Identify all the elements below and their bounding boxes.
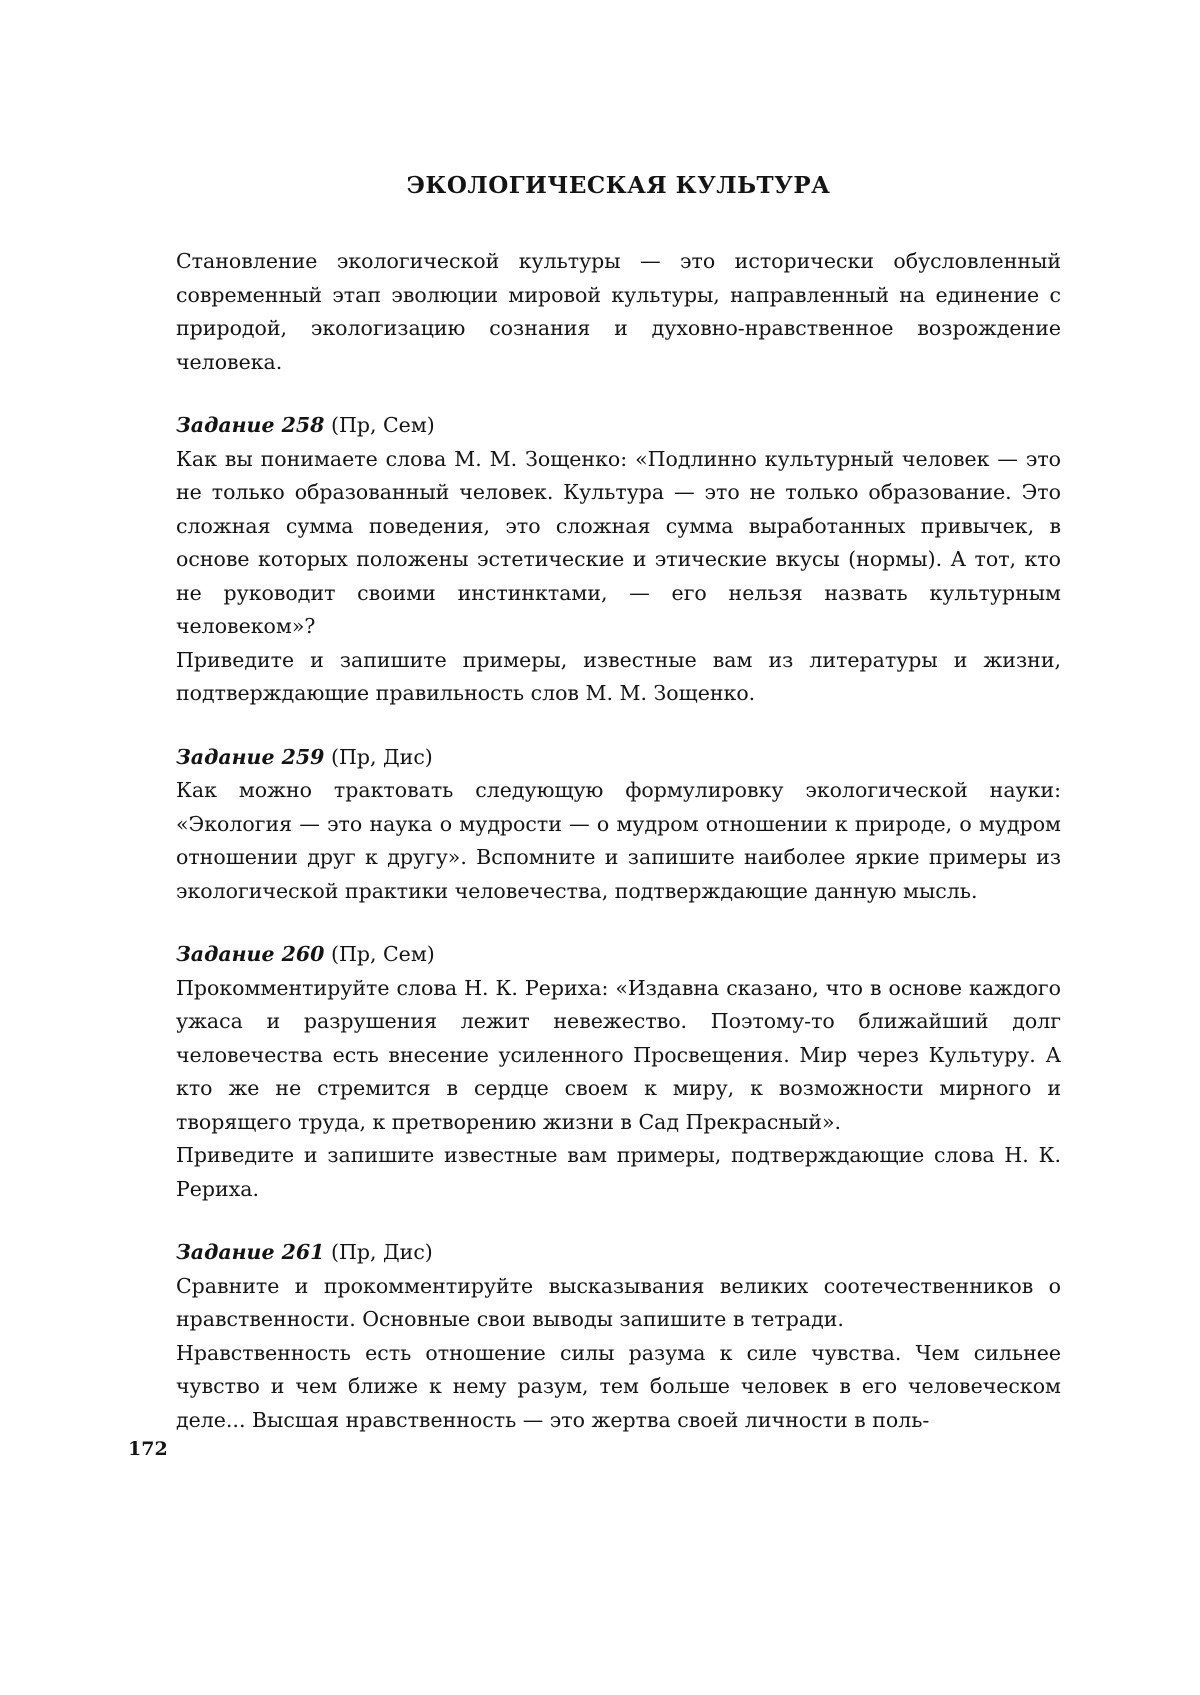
task-paragraph: Как можно трактовать следующую формулировку экологической науки: «Экология — это наука о мудрости — о мудром отношении к природе, о мудром отношении друг к другу». Вспомните и запишите наиболее яркие примеры из экологической практики человечества, подтверждающие данную мысль. (176, 778, 1061, 903)
task-heading (176, 409, 1061, 443)
task-number: Задание 258 (176, 413, 325, 437)
task-heading (176, 938, 1061, 972)
task-258 (176, 409, 1061, 711)
task-260 (176, 938, 1061, 1206)
task-tag: (Пр, Сем) (330, 942, 435, 966)
task-number: Задание 259 (176, 744, 325, 769)
page-title: ЭКОЛОГИЧЕСКАЯ КУЛЬТУРА (406, 172, 831, 199)
task-number: Задание 261 (176, 1240, 325, 1264)
task-number: Задание 260 (176, 942, 325, 966)
task-paragraph: Приведите и запишите известные вам примеры, подтверждающие слова Н. К. Рериха. (176, 1143, 1061, 1201)
task-tag: (Пр, Дис) (330, 1240, 433, 1264)
page-number: 172 (128, 1438, 168, 1460)
task-paragraph: Прокомментируйте слова Н. К. Рериха: «Издавна сказано, что в основе каждого ужаса и разрушения лежит невежество. Поэтому-то ближайший долг человечества есть внесение усиленного Просвещения. Мир через Культуру. А кто же не стремится в сердце своем к миру, к возможности мирного и творящего труда, к претворению жизни в Сад Прекрасный». (176, 975, 1061, 1134)
task-heading (176, 1236, 1061, 1270)
task-paragraph: Сравните и прокомментируйте высказывания великих соотечественников о нравственности. Основные свои выводы запишите в тетради. (176, 1273, 1061, 1331)
intro-paragraph: Становление экологической культуры — это исторически обусловленный современный этап эволюции мировой культуры, направленный на единение с природой, экологизацию сознания и духовно-нравственное возрождение человека. (176, 249, 1061, 374)
task-tag: (Пр, Дис) (330, 744, 433, 769)
task-paragraph: Как вы понимаете слова М. М. Зощенко: «Подлинно культурный человек — это не только образованный человек. Культура — это не только образование. Это сложная сумма поведения, это сложная сумма выработанных привычек, в основе которых положены эстетические и этические вкусы (нормы). А тот, кто не руководит своими инстинктами, — его нельзя назвать культурным человеком»? (176, 446, 1061, 638)
task-paragraph: Нравственность есть отношение силы разума к силе чувства. Чем сильнее чувство и чем ближе к нему разум, тем больше человек в его человеческом деле... Высшая нравственность — это жертва своей личности в поль- (176, 1340, 1061, 1432)
task-261 (176, 1236, 1061, 1437)
page-content (176, 172, 1061, 1437)
task-259 (176, 741, 1061, 909)
task-tag: (Пр, Сем) (330, 413, 435, 437)
task-paragraph: Приведите и запишите примеры, известные вам из литературы и жизни, подтверждающие правильность слов М. М. Зощенко. (176, 647, 1061, 705)
task-heading (176, 741, 1061, 775)
